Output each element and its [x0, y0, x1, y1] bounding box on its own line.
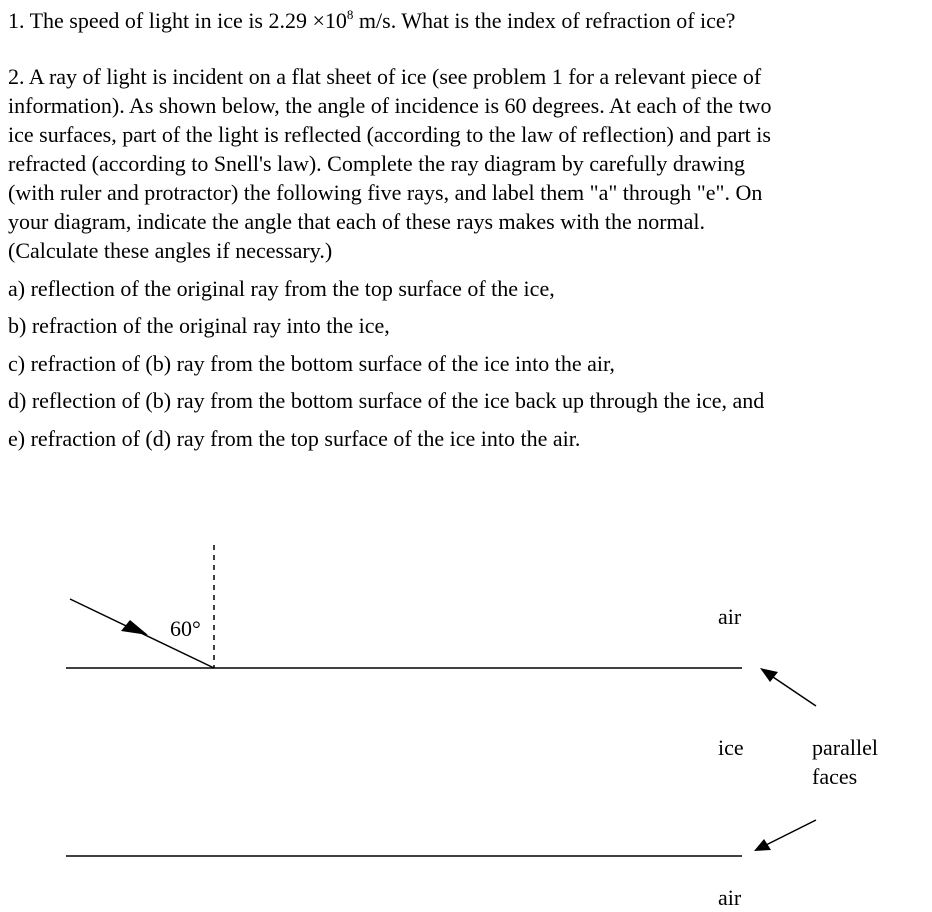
problem-1-exponent: 8	[346, 7, 354, 22]
item-e: e) refraction of (d) ray from the top surface of the ice into the air.	[8, 426, 581, 451]
angle-label: 60°	[170, 616, 201, 641]
item-d: d) reflection of (b) ray from the bottom surface of the ice back up through the ice, and	[8, 388, 765, 413]
ice-label: ice	[718, 735, 744, 760]
parallel-arrow-top	[770, 675, 816, 706]
parallel-label: parallel	[812, 735, 878, 760]
problem-1-prefix: 1. The speed of light in ice is 2.29 ×10	[8, 8, 347, 33]
item-b: b) refraction of the original ray into the ice,	[8, 313, 390, 338]
problem-2-line: (with ruler and protractor) the following five rays, and label them "a" through "e". On	[8, 180, 763, 205]
parallel-arrow-bottom	[766, 820, 816, 845]
item-c: c) refraction of (b) ray from the bottom surface of the ice into the air,	[8, 351, 615, 376]
problem-2-line: information). As shown below, the angle of incidence is 60 degrees. At each of the two	[8, 93, 772, 118]
parallel-arrow-bottom-head	[754, 839, 771, 851]
problem-2-line: ice surfaces, part of the light is reflected (according to the law of reflection) and part is	[8, 122, 771, 147]
problem-2-line: (Calculate these angles if necessary.)	[8, 238, 333, 263]
problem-2-line: 2. A ray of light is incident on a flat sheet of ice (see problem 1 for a relevant piece of	[8, 64, 762, 89]
air-top-label: air	[718, 604, 742, 629]
problem-1-suffix: m/s. What is the index of refraction of ice?	[353, 8, 736, 33]
incident-ray-arrowhead	[121, 620, 148, 635]
air-bottom-label: air	[718, 885, 742, 910]
problem-2-line: your diagram, indicate the angle that each of these rays makes with the normal.	[8, 209, 706, 234]
parallel-arrow-top-head	[760, 668, 778, 682]
item-a: a) reflection of the original ray from the top surface of the ice,	[8, 276, 555, 301]
problem-2-line: refracted (according to Snell's law). Complete the ray diagram by carefully drawing	[8, 151, 746, 176]
faces-label: faces	[812, 764, 858, 789]
